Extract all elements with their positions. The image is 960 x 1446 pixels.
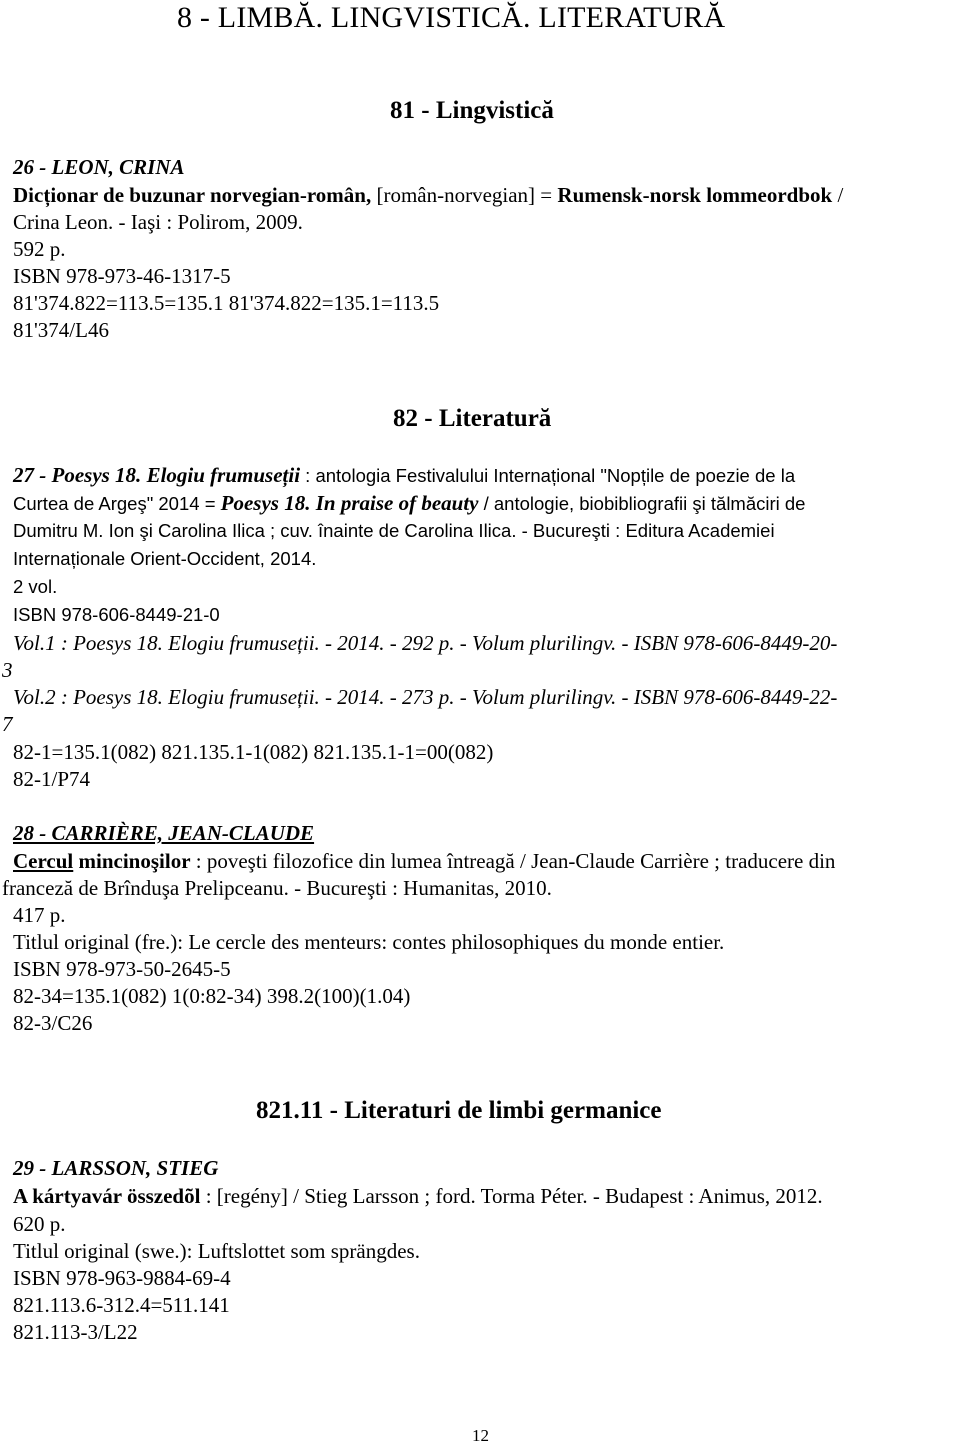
entry-description bbox=[13, 182, 843, 208]
entry-pages: 620 p. bbox=[13, 1212, 66, 1236]
entry-title: Cercul bbox=[13, 849, 74, 873]
entry-heading: 28 - CARRIÈRE, JEAN-CLAUDE bbox=[13, 821, 315, 845]
entry-heading: 26 - LEON, CRINA bbox=[13, 155, 185, 179]
entry-heading: 29 - LARSSON, STIEG bbox=[13, 1156, 219, 1180]
entry-title-parallel: Rumensk-norsk lommeordbok bbox=[557, 183, 833, 207]
entry-isbn: ISBN 978-973-50-2645-5 bbox=[13, 957, 231, 981]
entry-title: Elogiu frumuseții bbox=[146, 463, 301, 487]
entry-isbn: ISBN 978-963-9884-69-4 bbox=[13, 1266, 231, 1290]
entry-volume-1-cont: 3 bbox=[2, 658, 13, 682]
entry-description bbox=[13, 462, 795, 489]
entry-classification: 82-1=135.1(082) 821.135.1-1(082) 821.135.1-1=00(082) bbox=[13, 740, 494, 764]
entry-text: : poveşti filozofice din lumea întreagă / Jean-Claude Carrière ; traducere din bbox=[190, 849, 836, 873]
entry-original-title: Titlul original (fre.): Le cercle des menteurs: contes philosophiques du monde entier. bbox=[13, 930, 725, 954]
entry-description-cont: Internaționale Orient-Occident, 2014. bbox=[13, 548, 317, 569]
section-heading-literaturi-germanice: 821.11 - Literaturi de limbi germanice bbox=[256, 1097, 662, 1124]
entry-description bbox=[13, 1183, 823, 1209]
entry-title-parallel: Poesys 18. bbox=[220, 491, 311, 515]
entry-isbn: ISBN 978-973-46-1317-5 bbox=[13, 264, 231, 288]
entry-text: / bbox=[832, 183, 844, 207]
entry-volumes: 2 vol. bbox=[13, 576, 58, 597]
entry-title: Dicționar de buzunar norvegian-român, bbox=[13, 183, 372, 207]
entry-text: : antologia Festivalului Internațional "Nopțile de poezie de la bbox=[300, 465, 796, 486]
entry-heading: 27 - Poesys 18. bbox=[13, 463, 142, 487]
entry-title: A kártyavár összedõl bbox=[13, 1184, 201, 1208]
entry-text: Curtea de Argeş" 2014 = bbox=[13, 493, 221, 514]
entry-volume-2-cont: 7 bbox=[2, 712, 13, 736]
entry-text: [român-norvegian] = bbox=[371, 183, 558, 207]
entry-call-number: 82-1/P74 bbox=[13, 767, 91, 791]
entry-call-number: 81'374/L46 bbox=[13, 318, 109, 342]
entry-classification: 821.113.6-312.4=511.141 bbox=[13, 1293, 230, 1317]
entry-volume-1: Vol.1 : Poesys 18. Elogiu frumuseții. - 2014. - 292 p. - Volum plurilingv. - ISBN 978-606-8449-20- bbox=[13, 631, 838, 655]
chapter-title: 8 - LIMBĂ. LINGVISTICĂ. LITERATURĂ bbox=[177, 1, 726, 34]
entry-call-number: 82-3/C26 bbox=[13, 1011, 93, 1035]
entry-classification: 82-34=135.1(082) 1(0:82-34) 398.2(100)(1.04) bbox=[13, 984, 411, 1008]
entry-description bbox=[13, 848, 835, 874]
entry-text: : [regény] / Stieg Larsson ; ford. Torma Péter. - Budapest : Animus, 2012. bbox=[200, 1184, 823, 1208]
entry-text: / antologie, biobibliografii şi tălmăciri de bbox=[478, 493, 806, 514]
entry-pages: 592 p. bbox=[13, 237, 66, 261]
entry-original-title: Titlul original (swe.): Luftslottet som sprängdes. bbox=[13, 1239, 420, 1263]
page-number: 12 bbox=[472, 1426, 489, 1445]
entry-description-cont: Dumitru M. Ion şi Carolina Ilica ; cuv. înainte de Carolina Ilica. - Bucureşti : Editura Academiei bbox=[13, 520, 775, 541]
entry-description-cont bbox=[13, 490, 805, 517]
entry-description-cont: franceză de Brînduşa Prelipceanu. - Bucureşti : Humanitas, 2010. bbox=[2, 876, 552, 900]
entry-description-cont: Crina Leon. - Iaşi : Polirom, 2009. bbox=[13, 210, 303, 234]
entry-isbn: ISBN 978-606-8449-21-0 bbox=[13, 604, 220, 625]
entry-title-cont: mincinoşilor bbox=[73, 849, 191, 873]
entry-pages: 417 p. bbox=[13, 903, 66, 927]
entry-title-parallel-2: In praise of beauty bbox=[310, 491, 479, 515]
entry-call-number: 821.113-3/L22 bbox=[13, 1320, 138, 1344]
section-heading-literatura: 82 - Literatură bbox=[393, 405, 552, 432]
entry-volume-2: Vol.2 : Poesys 18. Elogiu frumuseții. - 2014. - 273 p. - Volum plurilingv. - ISBN 978-606-8449-22- bbox=[13, 685, 838, 709]
section-heading-lingvistica: 81 - Lingvistică bbox=[390, 97, 554, 124]
entry-classification: 81'374.822=113.5=135.1 81'374.822=135.1=113.5 bbox=[13, 291, 440, 315]
